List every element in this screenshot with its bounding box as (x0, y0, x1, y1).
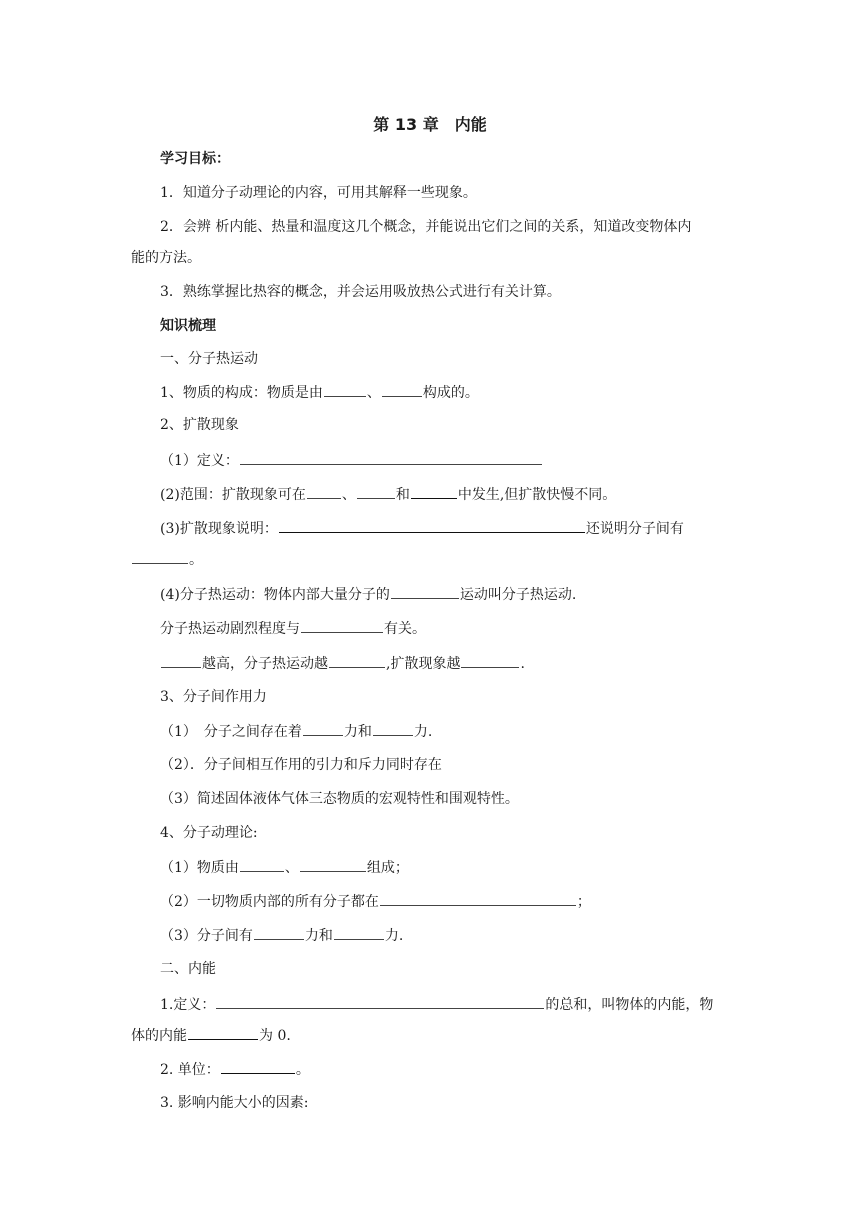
blank-field (240, 451, 542, 465)
goals-heading: 学习目标： (160, 151, 230, 167)
review-heading: 知识梳理 (160, 318, 216, 334)
blank-field (391, 585, 459, 599)
goal-3: 3．熟练掌握比热容的概念，并会运用吸放热公式进行有关计算。 (160, 284, 561, 300)
blank-field (324, 383, 366, 397)
blank-field (216, 995, 544, 1009)
blank-field (221, 1060, 295, 1074)
blank-field (461, 654, 519, 668)
diffusion-explanation-cont: 。 (131, 550, 203, 569)
blank-field (188, 1026, 258, 1040)
thermal-degree: 分子热运动剧烈程度与 有关。 (160, 621, 426, 637)
blank-field (161, 654, 201, 668)
internal-energy-factors: 3. 影响内能大小的因素: (160, 1095, 309, 1111)
blank-field (300, 858, 366, 872)
goal-2-line-1: 2．会辨 析内能、热量和温度这几个概念，并能说出它们之间的关系，知道改变物体内 (160, 219, 692, 235)
item-molecular-force: 3、分子间作用力 (160, 689, 267, 705)
blank-field (357, 485, 395, 499)
blank-field (411, 485, 457, 499)
blank-field (132, 550, 188, 564)
force-1: （1） 分子之间存在着 力和 力. (160, 724, 433, 740)
item-diffusion: 2、扩散现象 (160, 417, 239, 433)
temperature-relation: 越高，分子热运动越 ,扩散现象越 . (160, 654, 525, 673)
blank-field (301, 619, 383, 633)
diffusion-explanation: (3)扩散现象说明： 还说明分子间有 (160, 521, 684, 537)
blank-field (279, 519, 585, 533)
diffusion-definition: （1）定义： (160, 451, 543, 470)
internal-energy-unit: 2. 单位： 。 (160, 1062, 310, 1078)
blank-field (307, 485, 341, 499)
blank-field (240, 858, 284, 872)
section-1-title: 一、分子热运动 (160, 351, 258, 367)
thermal-motion: (4)分子热运动：物体内部大量分子的 运动叫分子热运动. (160, 587, 577, 603)
blank-field (254, 926, 304, 940)
internal-energy-definition: 1.定义： 的总和，叫物体的内能，物 (160, 997, 714, 1013)
force-2: （2）．分子间相互作用的引力和斥力同时存在 (160, 757, 442, 773)
force-3: （3）简述固体液体气体三态物质的宏观特性和围观特性。 (160, 791, 519, 807)
theory-2: （2）一切物质内部的所有分子都在 ； (160, 894, 591, 910)
blank-field (303, 722, 343, 736)
item-composition: 1、物质的构成：物质是由 、 构成的。 (160, 385, 479, 401)
blank-field (329, 654, 385, 668)
section-2-title: 二、内能 (160, 961, 216, 977)
blank-field (382, 383, 422, 397)
diffusion-scope: (2)范围：扩散现象可在 、 和 中发生,但扩散快慢不同。 (160, 487, 617, 503)
theory-3: （3）分子间有 力和 力. (160, 928, 404, 944)
item-molecular-theory: 4、分子动理论: (160, 825, 258, 841)
theory-1: （1）物质由 、 组成； (160, 860, 409, 876)
blank-field (380, 892, 576, 906)
internal-energy-definition-cont: 体的内能 为 0. (131, 1028, 291, 1044)
blank-field (334, 926, 384, 940)
goal-2-line-2: 能的方法。 (131, 250, 201, 266)
chapter-title: 第 13 章 内能 (373, 115, 487, 134)
blank-field (373, 722, 413, 736)
goal-1: 1．知道分子动理论的内容，可用其解释一些现象。 (160, 185, 477, 201)
